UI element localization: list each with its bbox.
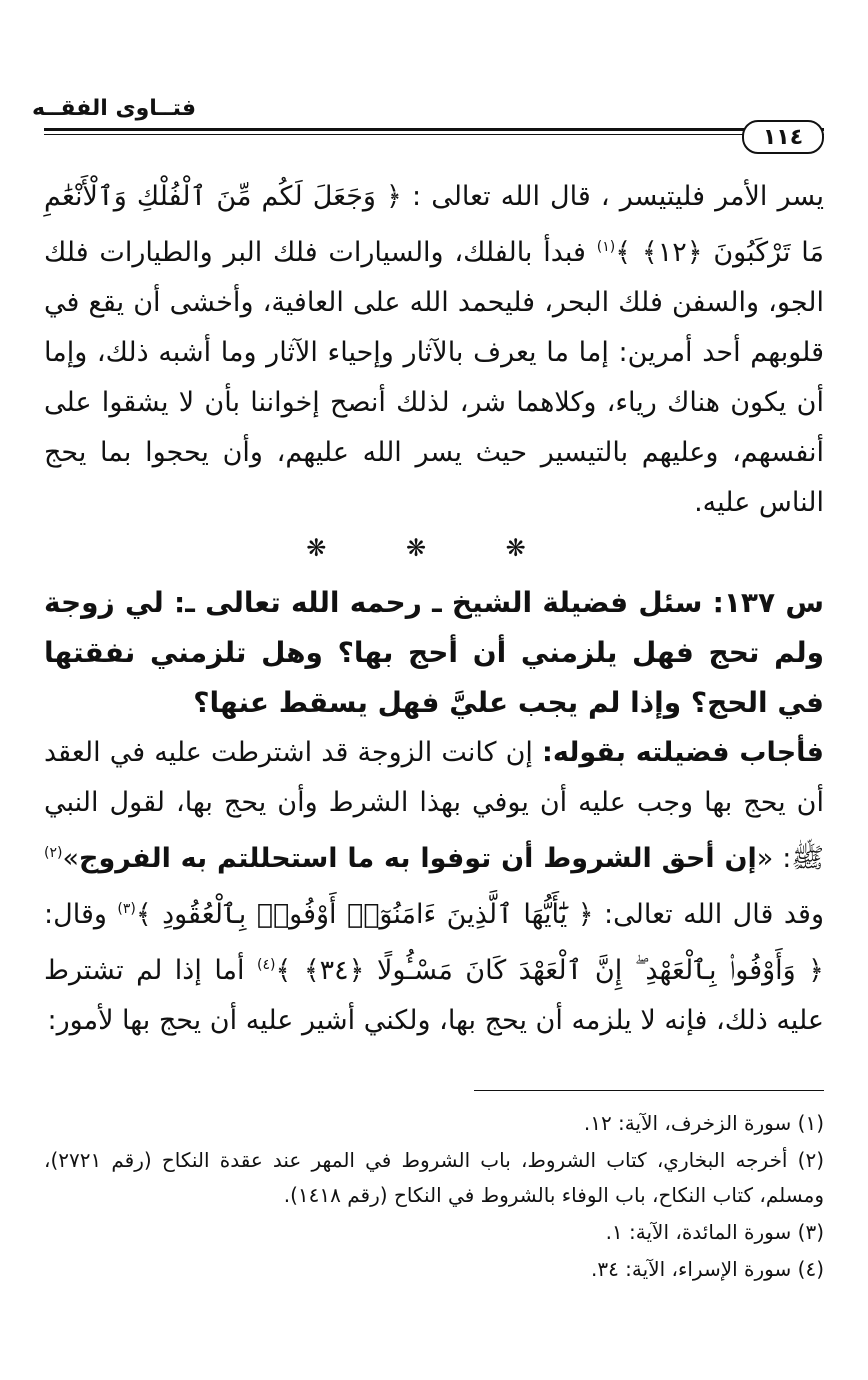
footnote-ref: (١) bbox=[596, 239, 616, 255]
header-rule bbox=[44, 120, 824, 154]
answer-lead: فأجاب فضيلته بقوله: bbox=[542, 737, 824, 768]
answer-text: أما إذا لم تشترط عليه ذلك، فإنه لا يلزمه أن يحج بها، ولكني أشير عليه أن يحج بها لأمور: bbox=[44, 955, 824, 1036]
hadith-text: إن أحق الشروط أن توفوا به ما استحللتم به الفروج bbox=[79, 843, 757, 874]
footnote-ref: (٤) bbox=[257, 957, 276, 973]
answer-text: إن كانت الزوجة قد اشترطت عليه في العقد أن يحج بها وجب عليه أن يوفي بهذا الشرط وأن يحج بها، لقول النبي ﷺ: « bbox=[44, 737, 824, 874]
footnote-divider bbox=[474, 1090, 824, 1091]
running-title: فتــاوى الفقــه bbox=[31, 96, 196, 121]
footnote-item: (٤) سورة الإسراء، الآية: ٣٤. bbox=[590, 1257, 824, 1281]
footnote-ref: (٣) bbox=[117, 901, 136, 917]
answer-text: » bbox=[62, 843, 79, 874]
question-number: س ١٣٧: bbox=[712, 586, 824, 619]
page-number-badge bbox=[742, 120, 824, 154]
answer-block bbox=[44, 728, 824, 1046]
header-rule-thick bbox=[44, 128, 824, 131]
paragraph-1 bbox=[44, 172, 824, 528]
footnote-item: (٣) سورة المائدة، الآية: ١. bbox=[605, 1220, 824, 1244]
footnotes bbox=[44, 1106, 824, 1289]
answer-text: وقد قال الله تعالى: bbox=[593, 899, 825, 930]
page-number: ١١٤ bbox=[762, 124, 804, 150]
header-rule-thin bbox=[44, 134, 824, 135]
answer-text: وقال: bbox=[44, 899, 118, 930]
quran-verse: ﴿ يَٰٓأَيُّهَا ٱلَّذِينَ ءَامَنُوٓا۟ أَوْفُوا۟ بِٱلْعُقُودِ ﴾ bbox=[135, 899, 594, 930]
body-paragraph bbox=[44, 172, 824, 528]
section-separator: ❋ ❋ ❋ bbox=[306, 534, 562, 562]
footnote-item: (٢) أخرجه البخاري، كتاب الشروط، باب الشروط في المهر عند عقدة النكاح (رقم ٢٧٢١)، ومسلم، كتاب النكاح، باب الوفاء بالشروط في النكاح (رقم ١٤١٨). bbox=[44, 1148, 824, 1207]
quran-verse: ﴿ وَأَوْفُوا۟ بِٱلْعَهْدِ ۖ إِنَّ ٱلْعَهْدَ كَانَ مَسْـُٔولًا ﴿٣٤﴾ ﴾ bbox=[275, 955, 824, 986]
footnote-item: (١) سورة الزخرف، الآية: ١٢. bbox=[583, 1111, 824, 1135]
question-block bbox=[44, 578, 824, 728]
question-text: سئل فضيلة الشيخ ـ رحمه الله تعالى ـ: لي زوجة ولم تحج فهل يلزمني أن أحج بها؟ وهل تلزمني نفقتها في الحج؟ وإذا لم يجب عليَّ فهل يسقط عنها؟ bbox=[44, 586, 824, 719]
paragraph-text: يسر الأمر فليتيسر ، قال الله تعالى : bbox=[401, 181, 824, 212]
quran-verse: ﴿ وَجَعَلَ لَكُم مِّنَ ٱلْفُلْكِ وَٱلْأَنْعَٰمِ مَا تَرْكَبُونَ ﴿١٢﴾ ﴾ bbox=[44, 181, 824, 268]
paragraph-text: فبدأ بالفلك، والسيارات فلك البر والطيارات فلك الجو، والسفن فلك البحر، فليحمد الله على العافية، وأخشى أن يقع في قلوبهم أحد أمرين: إما ما يعرف بالآثار وإحياء الآثار وما أشبه ذلك، وإما أن يكون هناك رياء، وكلاهما شر، لذلك أنصح إخواننا بأن لا يشقوا على أنفسهم، وعليهم بالتيسير حيث يسر الله عليهم، وأن يحجوا بما يحج الناس عليه. bbox=[44, 237, 824, 518]
footnote-ref: (٢) bbox=[44, 845, 63, 861]
